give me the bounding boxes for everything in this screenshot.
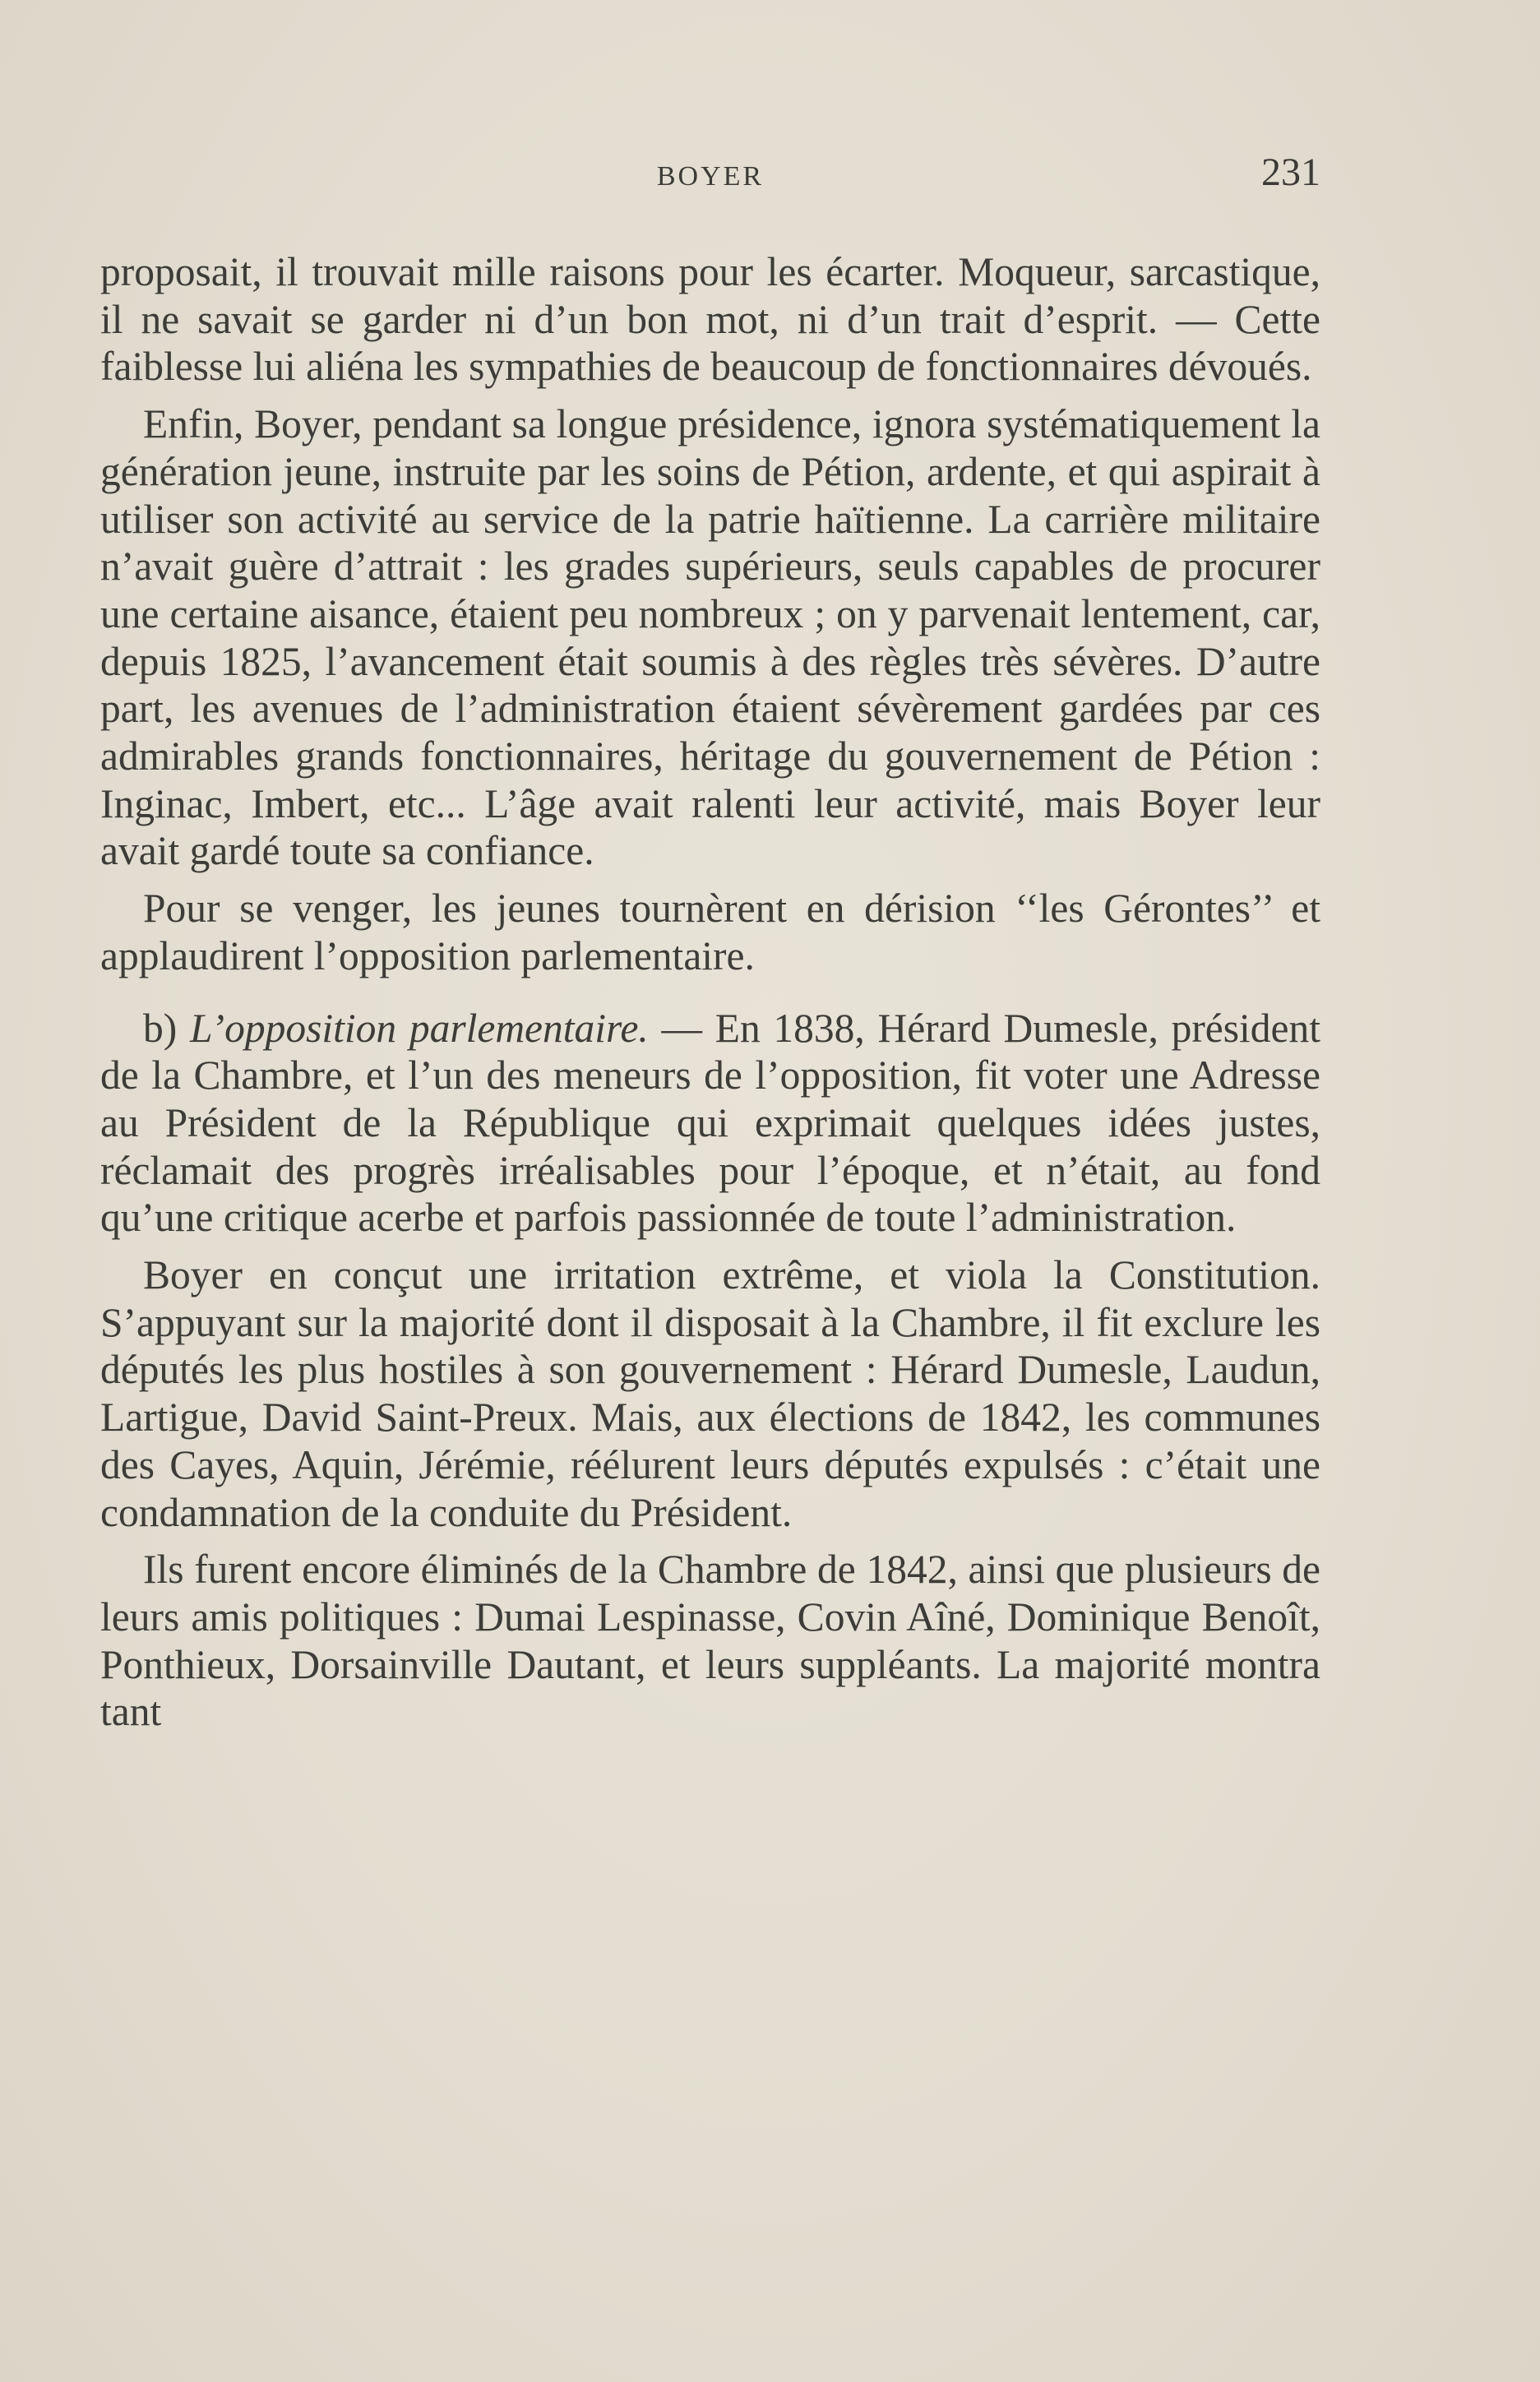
paragraph-elimines: Ils furent encore éliminés de la Chambre de 1842, ainsi que plusieurs de leurs amis politiques : Dumai Lespinasse, Covin Aîné, Dominique Benoît, Ponthieux, Dorsainville Dautant, et leurs suppléants. La majorité montra tant — [100, 1547, 1320, 1735]
paragraph-irritation: Boyer en conçut une irritation extrême, et viola la Constitution. S’appuyant sur la majorité dont il disposait à la Chambre, il fit exclure les députés les plus hostiles à son gouvernement : Hérard Dumesle, Laudun, Lartigue, David Saint-Preux. Mais, aux élections de 1842, les communes des Cayes, Aquin, Jérémie, réélurent leurs députés expulsés : c’était une condamnation de la conduite du Président. — [100, 1252, 1320, 1535]
section-label: b) — [143, 1005, 178, 1051]
section-title: L’opposition parlementaire. — [189, 1005, 649, 1051]
running-head: BOYER — [656, 161, 765, 192]
paragraph-generation-jeune: Enfin, Boyer, pendant sa longue présidence, ignora systématiquement la génération jeune, instruite par les soins de Pétion, ardente, et qui aspirait à utiliser son activité au service de la patrie haïtienne. La carrière militaire n’avait guère d’attrait : les grades supérieurs, seuls capables de procurer une certaine aisance, étaient peu nombreux ; on y parvenait lentement, car, depuis 1825, l’avancement était soumis à des règles très sévères. D’autre part, les avenues de l’administration étaient sévèrement gardées par ces admirables grands fonctionnaires, héritage du gouvernement de Pétion : Inginac, Imbert, etc... L’âge avait ralenti leur activité, mais Boyer leur avait gardé toute sa confiance. — [100, 401, 1320, 874]
paragraph-gerontes: Pour se venger, les jeunes tournèrent en dérision ‘‘les Gérontes’’ et applaudirent l’opposition parlementaire. — [100, 886, 1320, 978]
page-number: 231 — [1261, 150, 1320, 194]
paragraph-continuation: proposait, il trouvait mille raisons pour les écarter. Moqueur, sarcastique, il ne savait se garder ni d’un bon mot, ni d’un trait d’esprit. — Cette faiblesse lui aliéna les sympathies de beaucoup de fonctionnaires dévoués. — [100, 249, 1320, 390]
section-text: — En 1838, Hérard Dumesle, président de la Chambre, et l’un des meneurs de l’opposition, fit voter une Adresse au Président de la République qui exprimait quelques idées justes, réclamait des progrès irréalisables pour l’époque, et n’était, au fond qu’une critique acerbe et parfois passionnée de toute l’administration. — [100, 1005, 1321, 1241]
section-opposition-parlementaire — [100, 1005, 1320, 1242]
body-text — [100, 248, 1320, 1746]
page-header — [100, 146, 1320, 204]
